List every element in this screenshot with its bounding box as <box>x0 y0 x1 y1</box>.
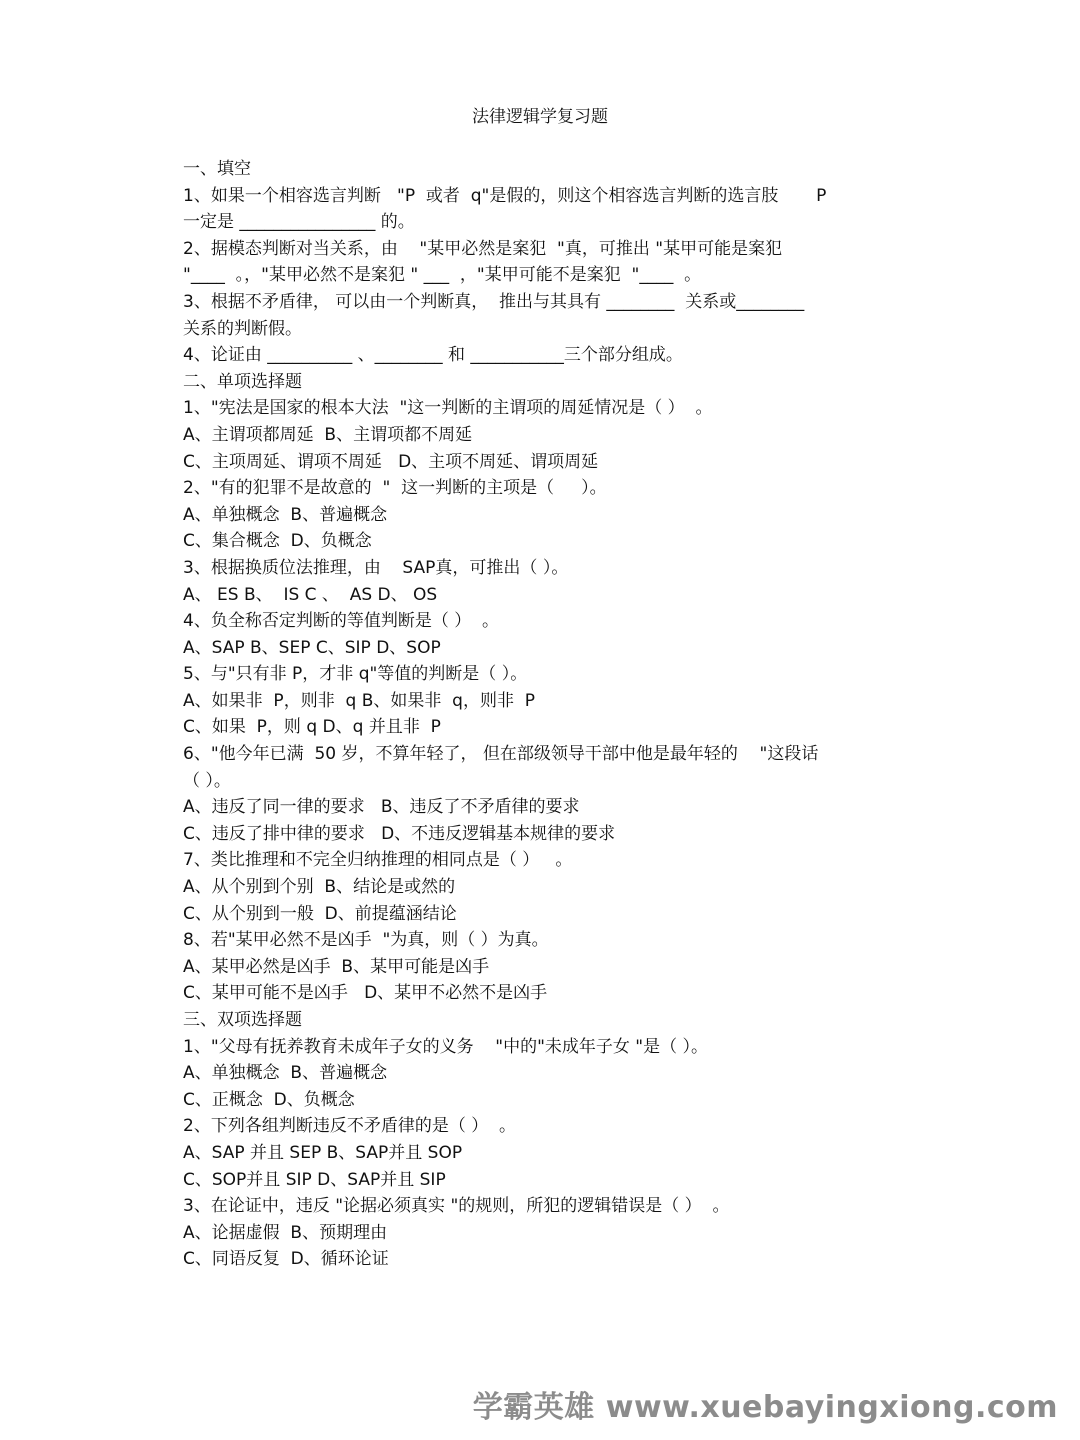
text-line: 一、填空 <box>183 159 251 179</box>
text-line: （ ）。 <box>183 770 231 791</box>
text-line: 三、双项选择题 <box>183 1010 302 1030</box>
page-title: 法律逻辑学复习题 <box>472 107 608 127</box>
text-line: 7、类比推理和不完全归纳推理的相同点是（ ） 。 <box>183 850 573 871</box>
text-line: 6、"他今年已满 50 岁，不算年轻了， 但在部级领导干部中他是最年轻的 "这段话 <box>183 744 819 765</box>
document-body <box>183 156 913 1273</box>
text-line: 4、论证由 __________ 、________ 和 ___________三个部分组成。 <box>183 345 683 366</box>
text-line: A、单独概念 B、普遍概念 <box>183 504 388 525</box>
text-line: C、某甲可能不是凶手 D、某甲不必然不是凶手 <box>183 983 548 1004</box>
text-line: 4、负全称否定判断的等值判断是（ ） 。 <box>183 611 500 632</box>
text-line: C、同语反复 D、循环论证 <box>183 1249 389 1270</box>
text-line: 1、"宪法是国家的根本大法 "这一判断的主谓项的周延情况是（ ） 。 <box>183 398 713 419</box>
text-line: C、违反了排中律的要求 D、不违反逻辑基本规律的要求 <box>183 823 616 844</box>
text-line: A、某甲必然是凶手 B、某甲可能是凶手 <box>183 956 490 977</box>
text-line: 3、根据换质位法推理，由 SAP真，可推出（ ）。 <box>183 557 569 578</box>
text-line: "____ 。，"某甲必然不是案犯 " ___ ，"某甲可能不是案犯 "____ 。 <box>183 265 702 286</box>
watermark: 学霸英雄 www.xuebayingxiong.com <box>472 1390 1058 1425</box>
text-line: A、论据虚假 B、预期理由 <box>183 1222 388 1243</box>
text-line: 5、与"只有非 P，才非 q"等值的判断是（ ）。 <box>183 664 528 685</box>
text-line: A、主谓项都周延 B、主谓项都不周延 <box>183 424 473 445</box>
text-line: 8、若"某甲必然不是凶手 "为真，则（ ）为真。 <box>183 930 549 951</box>
text-line: C、集合概念 D、负概念 <box>183 531 372 552</box>
text-line: A、单独概念 B、普遍概念 <box>183 1063 388 1084</box>
text-line: C、SOP并且 SIP D、SAP并且 SIP <box>183 1169 446 1190</box>
text-line: A、SAP B、SEP C、SIP D、SOP <box>183 637 441 658</box>
text-line: 2、"有的犯罪不是故意的 " 这一判断的主项是（ ）。 <box>183 478 607 499</box>
text-line: A、 ES B、 IS C 、 AS D、 OS <box>183 584 438 605</box>
text-line: 2、下列各组判断违反不矛盾律的是（ ） 。 <box>183 1116 517 1137</box>
text-line: 1、"父母有抚养教育未成年子女的义务 "中的"未成年子女 "是（ ）。 <box>183 1036 709 1057</box>
text-line: 一定是 ________________ 的。 <box>183 212 415 233</box>
text-line: A、SAP 并且 SEP B、SAP并且 SOP <box>183 1142 463 1163</box>
text-line: 二、单项选择题 <box>183 371 302 392</box>
text-line: C、从个别到一般 D、前提蕴涵结论 <box>183 903 457 924</box>
text-line: C、正概念 D、负概念 <box>183 1089 355 1110</box>
text-line: C、如果 P，则 q D、q 并且非 P <box>183 717 441 738</box>
text-line: 2、据模态判断对当关系，由 "某甲必然是案犯 "真，可推出 "某甲可能是案犯 <box>183 238 783 259</box>
text-line: 3、在论证中，违反 "论据必须真实 "的规则，所犯的逻辑错误是（ ） 。 <box>183 1196 730 1217</box>
text-line: 1、如果一个相容选言判断 "P 或者 q"是假的，则这个相容选言判断的选言肢 P <box>183 185 827 206</box>
text-line: A、从个别到个别 B、结论是或然的 <box>183 877 456 898</box>
text-line: A、违反了同一律的要求 B、违反了不矛盾律的要求 <box>183 797 580 818</box>
text-line: A、如果非 P，则非 q B、如果非 q，则非 P <box>183 690 536 711</box>
text-line: C、主项周延、谓项不周延 D、主项不周延、谓项周延 <box>183 451 599 472</box>
text-line: 3、根据不矛盾律， 可以由一个判断真， 推出与其具有 ________ 关系或________ <box>183 291 805 312</box>
text-line: 关系的判断假。 <box>183 318 302 339</box>
